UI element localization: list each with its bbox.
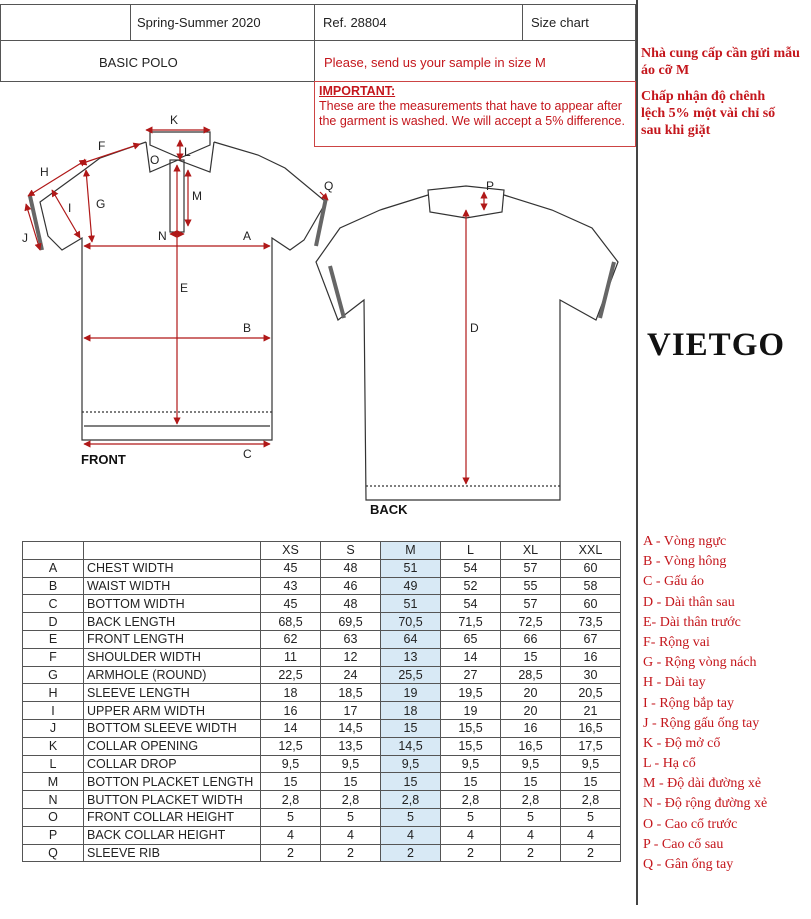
technical-drawing (0, 0, 636, 530)
measurement-value: 52 (441, 577, 501, 595)
front-caption: FRONT (81, 452, 126, 467)
measurement-code: K (23, 737, 84, 755)
label-f: F (98, 139, 106, 153)
arrow-i (52, 190, 80, 238)
measurement-name: FRONT COLLAR HEIGHT (84, 808, 261, 826)
measurement-value: 15 (441, 773, 501, 791)
notice-title: IMPORTANT: (319, 84, 396, 98)
measurement-name: BOTTOM SLEEVE WIDTH (84, 719, 261, 737)
measurement-value: 45 (261, 559, 321, 577)
measurement-value: 15 (501, 773, 561, 791)
measurement-value: 46 (321, 577, 381, 595)
measurement-name: SLEEVE LENGTH (84, 684, 261, 702)
measurement-code: O (23, 808, 84, 826)
measurement-value: 69,5 (321, 613, 381, 631)
measurement-value: 4 (261, 826, 321, 844)
table-row (23, 684, 621, 702)
measurement-name: UPPER ARM WIDTH (84, 702, 261, 720)
label-b: B (243, 321, 252, 335)
measurement-value: 30 (561, 666, 621, 684)
measurement-value: 18 (381, 702, 441, 720)
measurement-value: 25,5 (381, 666, 441, 684)
measurement-value: 5 (561, 808, 621, 826)
size-table (22, 541, 621, 862)
measurement-value: 4 (321, 826, 381, 844)
measurement-value: 4 (381, 826, 441, 844)
measurement-value: 62 (261, 630, 321, 648)
legend-item: C - Gấu áo (643, 574, 705, 590)
table-row (23, 844, 621, 862)
measurement-value: 2 (321, 844, 381, 862)
measurement-value: 16,5 (501, 737, 561, 755)
measurement-name: ARMHOLE (ROUND) (84, 666, 261, 684)
table-row (23, 648, 621, 666)
legend-item: O - Cao cổ trước (643, 816, 738, 832)
measurement-value: 20 (501, 702, 561, 720)
notice-body: These are the measurements that have to appear after the garment is washed. We will accept a 5% difference. (319, 99, 625, 128)
measurement-value: 15 (261, 773, 321, 791)
measurement-name: BACK COLLAR HEIGHT (84, 826, 261, 844)
reference-text: Ref. 28804 (323, 15, 387, 30)
measurement-value: 28,5 (501, 666, 561, 684)
table-row (23, 666, 621, 684)
measurement-value: 15 (561, 773, 621, 791)
style-name-text: BASIC POLO (99, 55, 178, 70)
measurement-value: 5 (381, 808, 441, 826)
measurement-value: 20 (501, 684, 561, 702)
measurement-name: BOTTOM WIDTH (84, 595, 261, 613)
measurement-code: J (23, 719, 84, 737)
measurement-value: 65 (441, 630, 501, 648)
measurement-value: 63 (321, 630, 381, 648)
measurement-value: 2,8 (261, 791, 321, 809)
legend-item: E- Dài thân trước (643, 614, 741, 630)
label-o: O (150, 153, 160, 167)
measurement-value: 64 (381, 630, 441, 648)
label-l: L (184, 145, 191, 159)
legend-item: K - Độ mở cổ (643, 735, 721, 751)
measurement-value: 67 (561, 630, 621, 648)
measurement-value: 17 (321, 702, 381, 720)
measurement-value: 13 (381, 648, 441, 666)
label-h: H (40, 165, 49, 179)
measurement-value: 49 (381, 577, 441, 595)
measurement-value: 11 (261, 648, 321, 666)
arrow-h (28, 160, 86, 196)
measurement-code: G (23, 666, 84, 684)
measurement-value: 2,8 (501, 791, 561, 809)
legend-item: Q - Gân ống tay (643, 857, 734, 872)
header-code-cell (23, 542, 84, 560)
measurement-name: CHEST WIDTH (84, 559, 261, 577)
measurement-value: 68,5 (261, 613, 321, 631)
measurement-value: 19,5 (441, 684, 501, 702)
sample-note: Nhà cung cấp cần gửi mẫu áo cỡ M (641, 46, 800, 78)
measurement-value: 27 (441, 666, 501, 684)
measurement-value: 15 (321, 773, 381, 791)
measurement-value: 15 (501, 648, 561, 666)
measurement-value: 24 (321, 666, 381, 684)
measurement-value: 54 (441, 595, 501, 613)
measurement-value: 16,5 (561, 719, 621, 737)
measurement-value: 14,5 (381, 737, 441, 755)
measurement-value: 2 (261, 844, 321, 862)
measurement-value: 70,5 (381, 613, 441, 631)
table-row (23, 595, 621, 613)
measurement-value: 5 (441, 808, 501, 826)
size-header: XL (501, 542, 561, 560)
measurement-value: 15 (381, 773, 441, 791)
measurement-code: I (23, 702, 84, 720)
tolerance-note: Chấp nhận độ chênh lệch 5% một vài chỉ số sau khi giặt (641, 89, 776, 138)
measurement-name: BACK LENGTH (84, 613, 261, 631)
measurement-value: 4 (501, 826, 561, 844)
measurement-value: 51 (381, 559, 441, 577)
measurement-value: 15 (381, 719, 441, 737)
table-row (23, 755, 621, 773)
measurement-value: 19 (441, 702, 501, 720)
season-text: Spring-Summer 2020 (137, 15, 261, 30)
size-chart-text: Size chart (531, 15, 589, 30)
measurement-value: 2,8 (441, 791, 501, 809)
measurement-value: 57 (501, 595, 561, 613)
measurement-value: 48 (321, 595, 381, 613)
label-n: N (158, 229, 167, 243)
table-row (23, 630, 621, 648)
measurement-value: 9,5 (501, 755, 561, 773)
table-row (23, 719, 621, 737)
measurement-value: 18,5 (321, 684, 381, 702)
measurement-code: Q (23, 844, 84, 862)
legend-item: B - Vòng hông (643, 554, 727, 570)
measurement-name: BOTTON PLACKET LENGTH (84, 773, 261, 791)
measurement-value: 73,5 (561, 613, 621, 631)
measurement-value: 20,5 (561, 684, 621, 702)
measurement-code: A (23, 559, 84, 577)
legend-item: J - Rộng gấu ống tay (643, 715, 760, 731)
table-row (23, 791, 621, 809)
measurement-value: 9,5 (381, 755, 441, 773)
measurement-value: 51 (381, 595, 441, 613)
table-row (23, 773, 621, 791)
legend-item: F- Rộng vai (643, 634, 710, 650)
measurement-name: SHOULDER WIDTH (84, 648, 261, 666)
measurement-value: 2 (441, 844, 501, 862)
label-i: I (68, 201, 72, 215)
measurement-value: 2,8 (561, 791, 621, 809)
measurement-name: SLEEVE RIB (84, 844, 261, 862)
measurement-value: 16 (501, 719, 561, 737)
table-row (23, 613, 621, 631)
measurement-value: 48 (321, 559, 381, 577)
measurement-value: 2,8 (381, 791, 441, 809)
brand-logo: VIETGO (647, 327, 786, 363)
legend-item: N - Độ rộng đường xẻ (643, 796, 768, 812)
legend-item: L - Hạ cổ (643, 756, 696, 772)
measurement-value: 60 (561, 595, 621, 613)
measurement-value: 12 (321, 648, 381, 666)
measurement-value: 4 (561, 826, 621, 844)
measurement-code: H (23, 684, 84, 702)
legend-list (643, 532, 767, 875)
label-g: G (96, 197, 106, 211)
measurement-value: 5 (321, 808, 381, 826)
measurement-name: COLLAR DROP (84, 755, 261, 773)
label-q: Q (324, 179, 334, 193)
measurement-arrows (26, 130, 484, 484)
measurement-value: 66 (501, 630, 561, 648)
legend-item: M - Độ dài đường xẻ (643, 776, 762, 792)
size-header: L (441, 542, 501, 560)
table-row (23, 577, 621, 595)
measurement-name: FRONT LENGTH (84, 630, 261, 648)
table-row (23, 737, 621, 755)
measurement-value: 58 (561, 577, 621, 595)
measurement-value: 2,8 (321, 791, 381, 809)
legend-item: G - Rộng vòng nách (643, 655, 757, 671)
measurement-value: 12,5 (261, 737, 321, 755)
measurement-value: 43 (261, 577, 321, 595)
measurement-code: N (23, 791, 84, 809)
header-name-cell (84, 542, 261, 560)
measurement-code: C (23, 595, 84, 613)
size-header: S (321, 542, 381, 560)
measurement-value: 18 (261, 684, 321, 702)
measurement-code: E (23, 630, 84, 648)
measurement-value: 2 (561, 844, 621, 862)
measurement-value: 16 (261, 702, 321, 720)
measurement-code: L (23, 755, 84, 773)
sample-request-text: Please, send us your sample in size M (324, 55, 546, 70)
label-m: M (192, 189, 202, 203)
measurement-value: 14 (441, 648, 501, 666)
measurement-value: 21 (561, 702, 621, 720)
measurement-code: B (23, 577, 84, 595)
measurement-value: 14 (261, 719, 321, 737)
table-row (23, 559, 621, 577)
point-labels (22, 113, 494, 461)
label-c: C (243, 447, 252, 461)
measurement-name: BUTTON PLACKET WIDTH (84, 791, 261, 809)
size-header-highlighted: M (381, 542, 441, 560)
measurement-value: 9,5 (261, 755, 321, 773)
measurement-value: 2 (501, 844, 561, 862)
legend-item: P - Cao cổ sau (643, 836, 724, 852)
size-header-row (23, 542, 621, 560)
measurement-name: COLLAR OPENING (84, 737, 261, 755)
size-header: XXL (561, 542, 621, 560)
measurement-value: 16 (561, 648, 621, 666)
table-row (23, 808, 621, 826)
arrow-f (80, 144, 140, 164)
measurement-value: 22,5 (261, 666, 321, 684)
measurement-code: P (23, 826, 84, 844)
measurement-value: 15,5 (441, 737, 501, 755)
label-j: J (22, 231, 28, 245)
size-header: XS (261, 542, 321, 560)
measurement-value: 13,5 (321, 737, 381, 755)
measurement-value: 9,5 (561, 755, 621, 773)
measurement-value: 2 (381, 844, 441, 862)
legend-item: I - Rộng bắp tay (643, 695, 734, 711)
label-e: E (180, 281, 189, 295)
table-row (23, 826, 621, 844)
measurement-code: D (23, 613, 84, 631)
front-shirt (30, 132, 326, 440)
measurement-value: 17,5 (561, 737, 621, 755)
measurement-code: F (23, 648, 84, 666)
table-row (23, 702, 621, 720)
label-d: D (470, 321, 479, 335)
label-p: P (486, 179, 495, 193)
measurement-value: 15,5 (441, 719, 501, 737)
measurement-value: 9,5 (441, 755, 501, 773)
measurement-value: 9,5 (321, 755, 381, 773)
measurement-value: 19 (381, 684, 441, 702)
measurement-value: 4 (441, 826, 501, 844)
back-shirt (316, 186, 618, 500)
legend-item: A - Vòng ngực (643, 534, 727, 549)
label-a: A (243, 229, 252, 243)
back-caption: BACK (370, 502, 408, 517)
measurement-value: 14,5 (321, 719, 381, 737)
legend-item: H - Dài tay (643, 675, 706, 691)
measurement-value: 54 (441, 559, 501, 577)
measurement-value: 55 (501, 577, 561, 595)
measurement-name: WAIST WIDTH (84, 577, 261, 595)
measurement-value: 45 (261, 595, 321, 613)
legend-item: D - Dài thân sau (643, 594, 735, 610)
measurement-value: 57 (501, 559, 561, 577)
measurement-value: 60 (561, 559, 621, 577)
measurement-value: 72,5 (501, 613, 561, 631)
label-k: K (170, 113, 179, 127)
measurement-code: M (23, 773, 84, 791)
measurement-value: 5 (261, 808, 321, 826)
measurement-value: 71,5 (441, 613, 501, 631)
measurement-value: 5 (501, 808, 561, 826)
arrow-g (86, 170, 92, 242)
